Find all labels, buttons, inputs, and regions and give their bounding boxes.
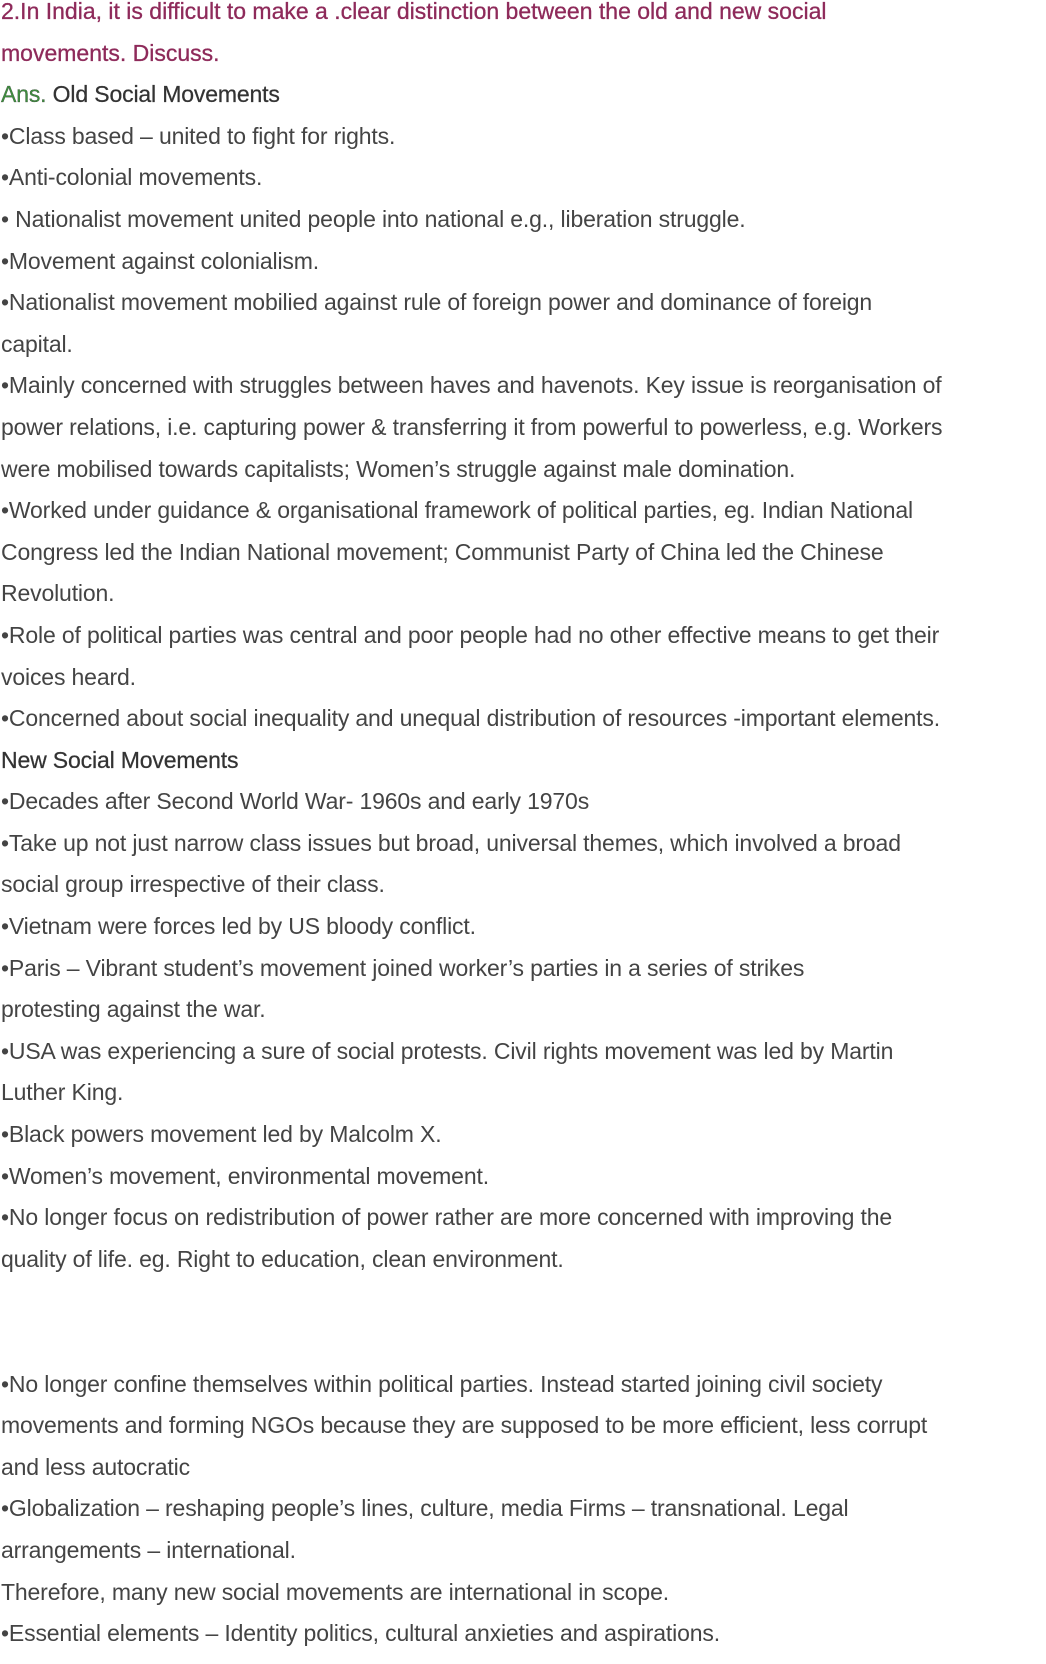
list-item: •Anti-colonial movements.	[1, 164, 263, 191]
list-item: •Take up not just narrow class issues but broad, universal themes, which involved a broad	[1, 829, 901, 856]
paragraph-gap	[1, 1322, 1046, 1364]
list-item: Therefore, many new social movements are international in scope.	[1, 1578, 669, 1605]
old-movements-heading-line	[1, 74, 1046, 116]
answer-label: Ans.	[1, 81, 47, 108]
question-line-1: 2.In India, it is difficult to make a .clear distinction between the old and new social	[1, 0, 827, 24]
list-item: •Vietnam were forces led by US bloody conflict.	[1, 913, 476, 940]
list-item: social group irrespective of their class.	[1, 871, 385, 898]
list-item: •USA was experiencing a sure of social protests. Civil rights movement was led by Martin	[1, 1037, 894, 1064]
list-item: •Globalization – reshaping people’s lines, culture, media Firms – transnational. Legal	[1, 1495, 849, 1522]
list-item: •Black powers movement led by Malcolm X.	[1, 1121, 442, 1148]
list-item: were mobilised towards capitalists; Women’s struggle against male domination.	[1, 455, 796, 482]
list-item: •Paris – Vibrant student’s movement joined worker’s parties in a series of strikes	[1, 954, 805, 981]
list-item: capital.	[1, 330, 73, 357]
question-line-2: movements. Discuss.	[1, 39, 220, 66]
list-item: •Class based – united to fight for rights.	[1, 122, 396, 149]
list-item: quality of life. eg. Right to education, clean environment.	[1, 1245, 564, 1272]
new-movements-heading: New Social Movements	[1, 746, 239, 773]
new-movements-list	[1, 781, 1046, 1654]
list-item: •No longer confine themselves within political parties. Instead started joining civil society	[1, 1370, 883, 1397]
list-item: •Concerned about social inequality and unequal distribution of resources -important elements.	[1, 705, 940, 732]
list-item: Luther King.	[1, 1079, 124, 1106]
list-item: and less autocratic	[1, 1453, 190, 1480]
list-item: movements and forming NGOs because they are supposed to be more efficient, less corrupt	[1, 1412, 928, 1439]
list-item: •Essential elements – Identity politics, cultural anxieties and aspirations.	[1, 1620, 720, 1647]
list-item: • Nationalist movement united people into national e.g., liberation struggle.	[1, 205, 746, 232]
list-item: protesting against the war.	[1, 996, 266, 1023]
list-item: •Decades after Second World War- 1960s and early 1970s	[1, 788, 590, 815]
list-item: •Nationalist movement mobilied against rule of foreign power and dominance of foreign	[1, 289, 873, 316]
list-item: •Worked under guidance & organisational framework of political parties, eg. Indian National	[1, 497, 913, 524]
list-item: arrangements – international.	[1, 1536, 296, 1563]
list-item: Congress led the Indian National movement; Communist Party of China led the Chinese	[1, 538, 884, 565]
list-item: •Role of political parties was central and poor people had no other effective means to get their	[1, 621, 940, 648]
old-movements-list	[1, 116, 1046, 740]
list-item: •Mainly concerned with struggles between haves and havenots. Key issue is reorganisation of	[1, 372, 942, 399]
paragraph-gap	[1, 1280, 1046, 1322]
list-item: voices heard.	[1, 663, 136, 690]
list-item: power relations, i.e. capturing power & transferring it from powerful to powerless, e.g. Workers	[1, 413, 943, 440]
list-item: •No longer focus on redistribution of power rather are more concerned with improving the	[1, 1204, 893, 1231]
list-item: •Women’s movement, environmental movement.	[1, 1162, 489, 1189]
list-item: Revolution.	[1, 580, 115, 607]
list-item: •Movement against colonialism.	[1, 247, 320, 274]
old-movements-heading: Old Social Movements	[46, 81, 280, 108]
